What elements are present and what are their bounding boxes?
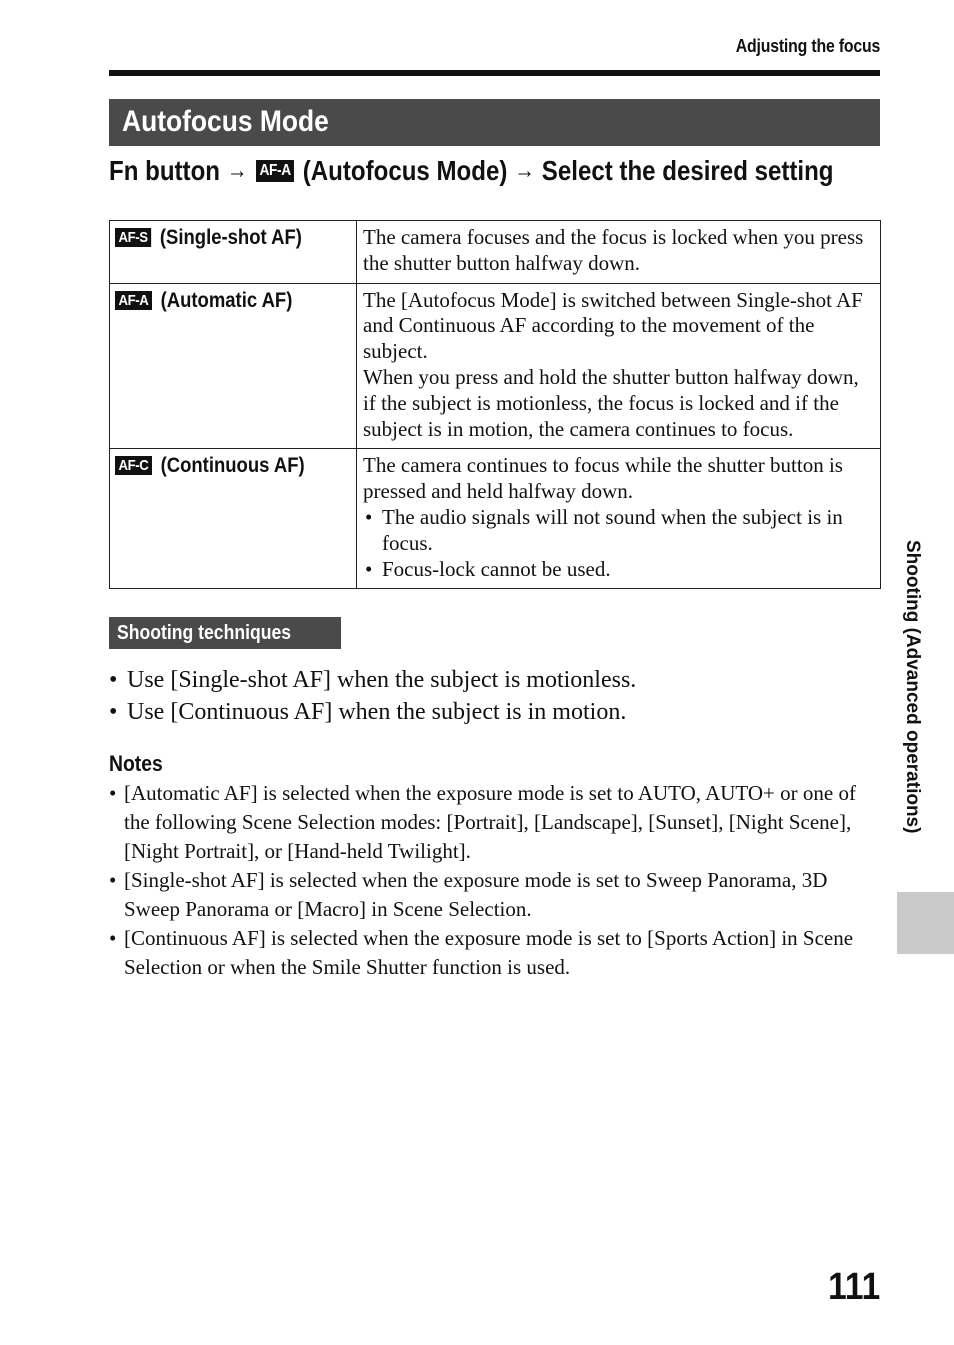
notes-list xyxy=(109,779,880,982)
side-chapter-tab xyxy=(897,540,927,880)
top-rule xyxy=(109,70,880,76)
mode-name: (Continuous AF) xyxy=(160,454,305,478)
side-tab-label: Shooting (Advanced operations) xyxy=(902,540,923,834)
list-item: • Use [Single-shot AF] when the subject is motionless. xyxy=(109,664,880,696)
af-a-icon: AF-A xyxy=(256,160,294,182)
notes-heading: Notes xyxy=(109,751,163,776)
procedure-step-select: Select the desired setting xyxy=(541,155,834,186)
mode-name: (Single-shot AF) xyxy=(159,226,302,249)
mode-description-cell xyxy=(357,221,881,284)
procedure-line xyxy=(109,153,834,189)
list-item: • The audio signals will not sound when the subject is in focus. xyxy=(363,505,874,557)
mode-name-cell xyxy=(110,449,357,589)
table-row xyxy=(110,283,881,449)
mode-description-cell xyxy=(357,449,881,589)
mode-bullet-list xyxy=(363,505,874,582)
shooting-techniques-label xyxy=(109,617,341,649)
mode-name-cell xyxy=(110,221,357,284)
list-item: • Focus-lock cannot be used. xyxy=(363,557,874,583)
chapter-marker-block xyxy=(897,892,954,954)
mode-name: (Automatic AF) xyxy=(160,288,293,312)
list-item: • [Continuous AF] is selected when the exposure mode is set to [Sports Action] in Scene Selection or when the Smile Shutter function is used. xyxy=(109,924,880,982)
af-s-icon: AF-S xyxy=(115,228,151,247)
mode-name-cell xyxy=(110,283,357,449)
shooting-techniques-text: Shooting techniques xyxy=(117,622,292,644)
mode-description: The camera focuses and the focus is locked when you press the shutter button halfway down. xyxy=(363,225,864,275)
mode-description: The [Autofocus Mode] is switched between Single-shot AF and Continuous AF according to the movement of the subject. xyxy=(363,287,863,364)
table-row xyxy=(110,449,881,589)
autofocus-mode-table xyxy=(109,220,881,589)
af-a-icon: AF-A xyxy=(115,291,152,310)
page-number: 111 xyxy=(827,1266,880,1308)
arrow-icon: → xyxy=(514,157,535,184)
list-item: • [Single-shot AF] is selected when the exposure mode is set to Sweep Panorama, 3D Sweep Panorama or [Macro] in Scene Selection. xyxy=(109,866,880,924)
running-head: Adjusting the focus xyxy=(735,36,880,56)
mode-description: The camera continues to focus while the shutter button is pressed and held halfway down. xyxy=(363,453,843,504)
mode-description-cell xyxy=(357,283,881,449)
procedure-step-fn-button: Fn button xyxy=(109,155,220,186)
techniques-list xyxy=(109,664,880,728)
list-item: • Use [Continuous AF] when the subject is in motion. xyxy=(109,696,880,728)
list-item: • [Automatic AF] is selected when the exposure mode is set to AUTO, AUTO+ or one of the following Scene Selection modes: [Portrait], [Landscape], [Sunset], [Night Scene], [Night Portrait], or [Hand-held Twilight]. xyxy=(109,779,880,866)
mode-description: When you press and hold the shutter button halfway down, if the subject is motionless, the focus is locked and if the subject is in motion, the camera continues to focus. xyxy=(363,364,859,441)
section-title: Autofocus Mode xyxy=(122,105,329,138)
af-c-icon: AF-C xyxy=(115,456,152,475)
procedure-step-autofocus-mode: (Autofocus Mode) xyxy=(302,155,508,186)
arrow-icon: → xyxy=(226,157,248,184)
section-title-bar xyxy=(109,99,880,146)
table-row xyxy=(110,221,881,284)
